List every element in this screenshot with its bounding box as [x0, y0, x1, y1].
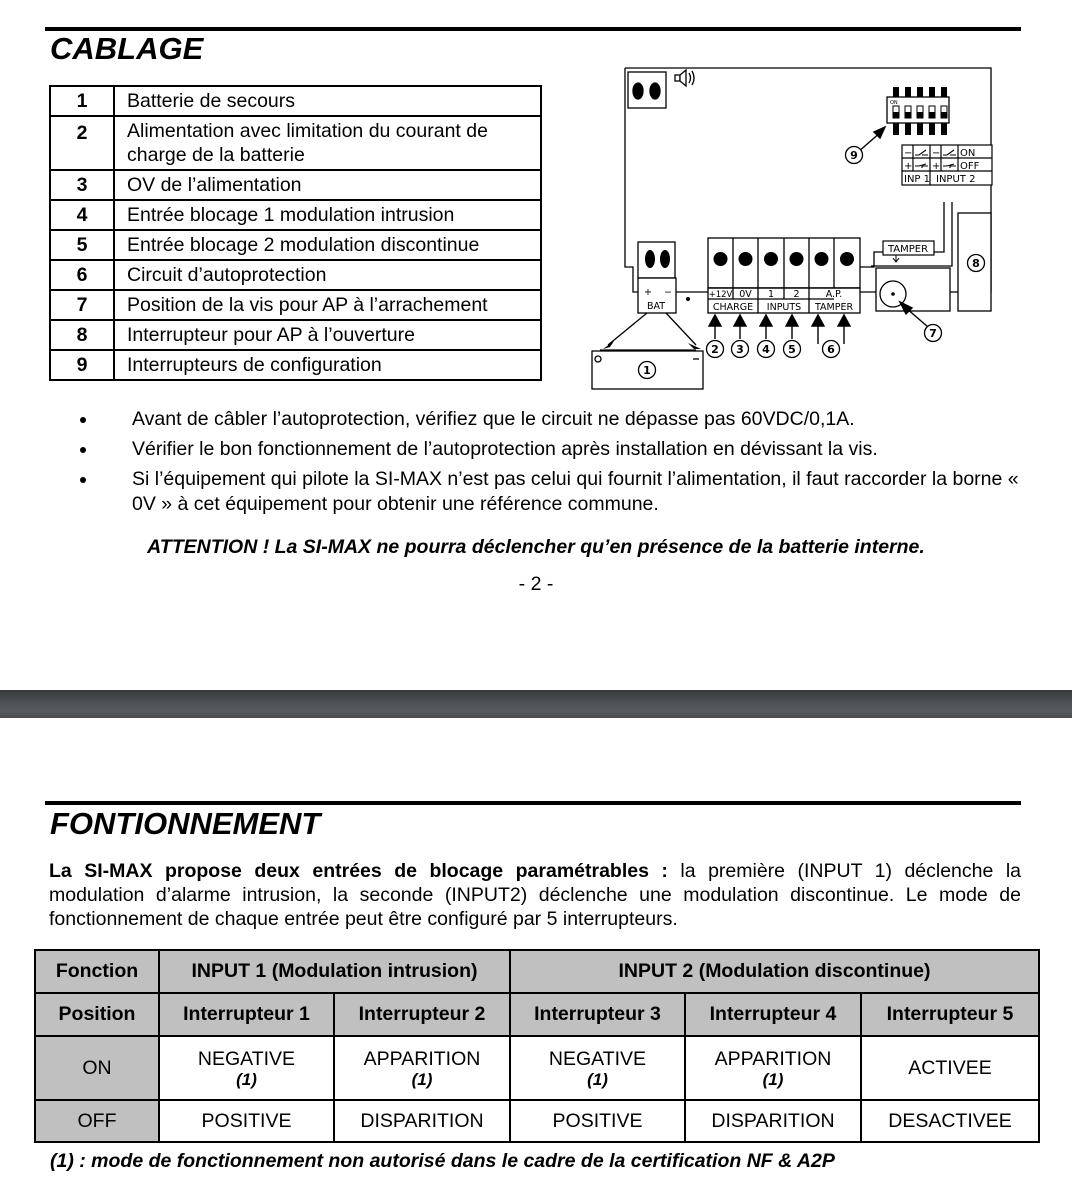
terminal-label: A.P. — [825, 289, 843, 300]
legend-num: 9 — [50, 350, 114, 380]
legend-row — [50, 290, 541, 320]
fonctionnement-title: FONTIONNEMENT — [50, 806, 321, 841]
cell-note: (1) — [411, 1069, 433, 1089]
cell-value: ACTIVEE — [908, 1056, 992, 1079]
table-cell — [334, 1036, 510, 1100]
header-switch: Interrupteur 1 — [159, 993, 334, 1036]
cell-value: APPARITION — [714, 1047, 832, 1070]
table-cell: POSITIVE — [159, 1100, 334, 1142]
cell-value: APPARITION — [363, 1047, 481, 1070]
legend-num: 3 — [50, 170, 114, 200]
callout-4: 4 — [762, 343, 770, 356]
legend-num: 6 — [50, 260, 114, 290]
header-switch: Interrupteur 4 — [685, 993, 861, 1036]
legend-label: Interrupteurs de configuration — [114, 350, 541, 380]
page-number: - 2 - — [518, 573, 554, 595]
position-cell: ON — [35, 1036, 159, 1100]
header-input1: INPUT 1 (Modulation intrusion) — [159, 950, 510, 993]
note-item — [80, 467, 1030, 516]
header-position: Position — [35, 993, 159, 1036]
callout-9: 9 — [850, 149, 858, 162]
legend-label: Entrée blocage 2 modulation discontinue — [114, 230, 541, 260]
intro-text: la première (INPUT 1) déclenche la modulation d’alarme intrusion, la seconde (INPUT2) déclenche une modulation discontinue. Le mode de fonctionnement de chaque entrée peut être configuré par 5 interrupteurs. — [49, 860, 1022, 930]
legend-row — [50, 116, 541, 170]
speaker-pin — [650, 83, 660, 99]
terminal-label: +12V — [708, 290, 733, 300]
legend-label: OV de l’alimentation — [114, 170, 541, 200]
legend-num: 1 — [50, 86, 114, 116]
table-header-row — [35, 950, 1039, 993]
table-subheader-row — [35, 993, 1039, 1036]
legend-num: 7 — [50, 290, 114, 320]
legend-row — [50, 230, 541, 260]
legend-num: 5 — [50, 230, 114, 260]
note-text: Vérifier le bon fonctionnement de l’autoprotection après installation en dévissant la vis. — [132, 438, 878, 460]
callout-5: 5 — [788, 343, 796, 356]
terminal-label: 1 — [767, 289, 775, 300]
wiring-diagram — [588, 62, 1008, 397]
bat-label: BAT — [646, 301, 666, 312]
legend-row — [50, 86, 541, 116]
legend-row — [50, 170, 541, 200]
cablage-legend-table — [49, 85, 542, 381]
callout-7: 7 — [929, 327, 937, 340]
switch-config-table — [34, 949, 1040, 1143]
inp1-label: INP 1 — [904, 174, 931, 185]
intro-bold: La SI-MAX propose deux entrées de blocage paramétrables : — [49, 860, 668, 882]
switch-sym: + — [932, 161, 941, 172]
table-row — [35, 1100, 1039, 1142]
header-switch: Interrupteur 3 — [510, 993, 685, 1036]
cell-value: NEGATIVE — [197, 1047, 296, 1070]
bat-minus: − — [664, 287, 672, 298]
bat-pin — [645, 250, 655, 268]
table-cell — [159, 1036, 334, 1100]
table-row — [35, 1036, 1039, 1100]
bullet-icon — [80, 417, 86, 423]
page-separator-band — [0, 690, 1072, 718]
legend-label: Circuit d’autoprotection — [114, 260, 541, 290]
switch-sym: − — [904, 148, 913, 159]
callout-2: 2 — [711, 343, 719, 356]
cablage-title: CABLAGE — [50, 31, 204, 66]
cell-value: NEGATIVE — [548, 1047, 647, 1070]
bullet-icon — [80, 447, 86, 453]
table-cell — [510, 1036, 685, 1100]
speaker-icon — [675, 70, 694, 86]
table-cell — [685, 1036, 861, 1100]
legend-row — [50, 350, 541, 380]
position-cell: OFF — [35, 1100, 159, 1142]
switch-sym: + — [904, 161, 913, 172]
bat-plus: + — [644, 287, 652, 298]
legend-label: Batterie de secours — [114, 86, 541, 116]
cell-note: (1) — [762, 1069, 784, 1089]
dip-on-label: ON — [890, 100, 898, 106]
table-cell: DESACTIVEE — [861, 1100, 1039, 1142]
callout-3: 3 — [736, 343, 744, 356]
group-charge: CHARGE — [712, 302, 754, 313]
fonctionnement-top-rule — [45, 801, 1021, 805]
legend-num: 8 — [50, 320, 114, 350]
header-input2: INPUT 2 (Modulation discontinue) — [510, 950, 1039, 993]
legend-label: Position de la vis pour AP à l’arrachement — [114, 290, 541, 320]
cell-note: (1) — [236, 1069, 257, 1089]
header-fonction: Fonction — [35, 950, 159, 993]
terminal-label: 0V — [739, 289, 752, 300]
header-switch: Interrupteur 2 — [334, 993, 510, 1036]
cablage-notes-list — [80, 407, 1030, 522]
callout-8: 8 — [972, 257, 980, 270]
tamper-label: TAMPER — [887, 244, 929, 255]
legend-label: Entrée blocage 1 modulation intrusion — [114, 200, 541, 230]
legend-row — [50, 260, 541, 290]
table-cell: DISPARITION — [334, 1100, 510, 1142]
switch-on-label: ON — [960, 148, 976, 159]
note-item — [80, 407, 1030, 432]
callout-6: 6 — [827, 343, 835, 356]
fonctionnement-intro — [49, 859, 1021, 931]
legend-label: Interrupteur pour AP à l’ouverture — [114, 320, 541, 350]
bat-pin — [660, 250, 670, 268]
note-text: Si l’équipement qui pilote la SI-MAX n’est pas celui qui fournit l’alimentation, il faut raccorder la borne « 0V » à cet équipement pour obtenir une référence commune. — [132, 468, 1019, 515]
group-tamper: TAMPER — [814, 302, 854, 313]
table-cell: POSITIVE — [510, 1100, 685, 1142]
note-text: Avant de câbler l’autoprotection, vérifiez que le circuit ne dépasse pas 60VDC/0,1A. — [132, 408, 855, 430]
header-switch: Interrupteur 5 — [861, 993, 1039, 1036]
legend-num: 2 — [50, 116, 114, 170]
speaker-pin — [633, 83, 643, 99]
certification-footnote: (1) : mode de fonctionnement non autorisé dans le cadre de la certification NF & A2P — [50, 1150, 835, 1172]
attention-warning: ATTENTION ! La SI-MAX ne pourra déclencher qu’en présence de la batterie interne. — [147, 536, 925, 558]
legend-row — [50, 320, 541, 350]
legend-label: Alimentation avec limitation du courant de charge de la batterie — [114, 116, 541, 170]
group-inputs: INPUTS — [766, 302, 802, 313]
table-cell: DISPARITION — [685, 1100, 861, 1142]
legend-num: 4 — [50, 200, 114, 230]
note-item — [80, 437, 1030, 462]
table-cell — [861, 1036, 1039, 1100]
switch-off-label: OFF — [960, 161, 980, 172]
legend-row — [50, 200, 541, 230]
switch-sym: − — [932, 148, 941, 159]
callout-1: 1 — [643, 364, 651, 377]
cell-note: (1) — [587, 1069, 608, 1089]
bullet-icon — [80, 477, 86, 483]
input2-label: INPUT 2 — [936, 174, 976, 185]
terminal-label: 2 — [793, 289, 800, 300]
